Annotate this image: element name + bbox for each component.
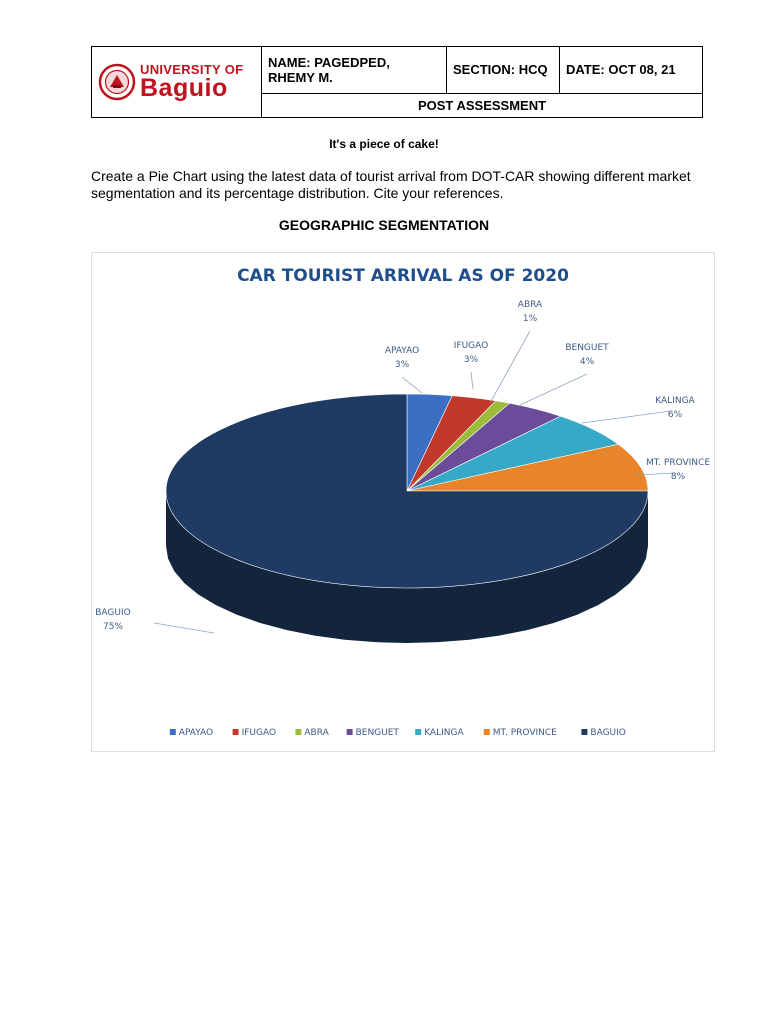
legend-swatch-abra (295, 729, 301, 735)
data-label-ifugao: IFUGAO (453, 341, 489, 351)
university-logo (140, 63, 243, 101)
data-value-apayao: 3% (394, 360, 410, 370)
pie-chart-container (91, 252, 715, 752)
legend-swatch-ifugao (233, 729, 239, 735)
logo-wordmark-top: UNIVERSITY OF (140, 62, 244, 77)
data-value-kalinga: 6% (667, 410, 683, 420)
header-table (91, 46, 703, 118)
section-field: SECTION: HCQ (447, 47, 560, 94)
date-field: DATE: OCT 08, 21 (560, 47, 703, 94)
data-label-benguet: BENGUET (565, 343, 609, 353)
pie-chart (92, 253, 714, 751)
legend-label-baguio: BAGUIO (590, 728, 626, 738)
data-value-mt-province: 8% (670, 472, 686, 482)
data-value-benguet: 4% (579, 357, 595, 367)
legend-label-apayao: APAYAO (178, 728, 214, 738)
tagline: It's a piece of cake! (329, 137, 439, 151)
data-label-abra: ABRA (517, 300, 543, 310)
logo-wordmark-bottom: Baguio (140, 74, 228, 102)
leader-line-kalinga (582, 411, 671, 423)
chart-title: CAR TOURIST ARRIVAL AS OF 2020 (237, 266, 569, 286)
legend-swatch-kalinga (415, 729, 421, 735)
leader-line-apayao (402, 377, 422, 393)
data-value-baguio: 75% (102, 622, 124, 632)
legend-swatch-mt-province (484, 729, 490, 735)
legend-swatch-apayao (170, 729, 176, 735)
legend-label-benguet: BENGUET (355, 728, 399, 738)
legend-swatch-baguio (581, 729, 587, 735)
data-label-baguio: BAGUIO (95, 608, 131, 618)
data-label-kalinga: KALINGA (655, 396, 695, 406)
data-value-abra: 1% (522, 314, 538, 324)
section-heading: GEOGRAPHIC SEGMENTATION (278, 217, 490, 233)
student-name: NAME: PAGEDPED, RHEMY M. (262, 47, 447, 94)
leader-line-baguio (154, 623, 214, 633)
data-label-mt-province: MT. PROVINCE (645, 458, 711, 468)
data-label-apayao: APAYAO (384, 346, 420, 356)
legend-swatch-benguet (347, 729, 353, 735)
legend-label-ifugao: IFUGAO (241, 728, 277, 738)
legend-label-kalinga: KALINGA (424, 728, 464, 738)
leader-line-abra (490, 331, 530, 403)
leader-line-ifugao (471, 372, 473, 389)
university-seal-icon (98, 63, 136, 101)
leader-line-benguet (520, 374, 587, 405)
assessment-title: POST ASSESSMENT (262, 93, 703, 117)
instructions-text: Create a Pie Chart using the latest data of tourist arrival from DOT-CAR showing different market segmentation and its percentage distribution. Cite your references. (91, 168, 691, 201)
data-value-ifugao: 3% (463, 355, 479, 365)
legend-label-mt-province: MT. PROVINCE (492, 728, 557, 738)
legend-label-abra: ABRA (304, 728, 329, 738)
logo-cell (92, 47, 262, 118)
